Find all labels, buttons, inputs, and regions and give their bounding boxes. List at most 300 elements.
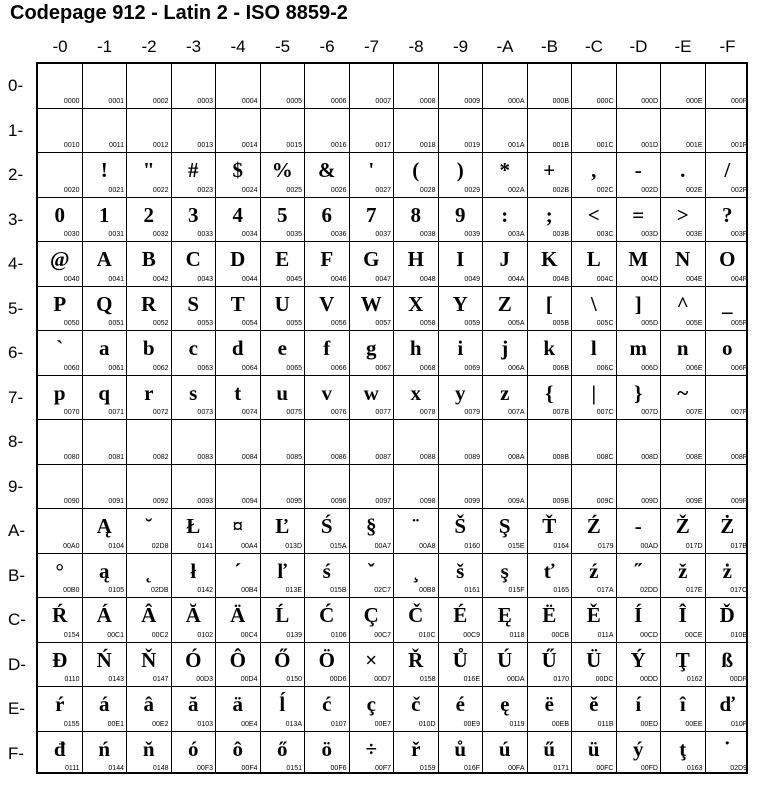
char-glyph: ń: [98, 736, 111, 761]
char-code: 002C: [596, 186, 614, 194]
char-glyph: R: [141, 291, 157, 316]
char-glyph: U: [274, 291, 290, 316]
char-glyph: Ř: [408, 647, 424, 672]
char-glyph: e: [277, 336, 287, 360]
char-cell: [172, 732, 216, 776]
char-glyph: 4: [232, 202, 243, 227]
char-code: 0077: [375, 409, 391, 416]
char-code: 011B: [597, 720, 614, 728]
char-glyph: ŕ: [55, 692, 65, 716]
char-glyph: p: [53, 380, 66, 405]
char-glyph: ,: [591, 158, 597, 182]
char-glyph: ˇ: [367, 558, 375, 583]
char-code: 011A: [597, 631, 614, 639]
char-code: 0010: [63, 142, 80, 149]
char-cell: [483, 242, 527, 286]
char-glyph: ą: [99, 558, 110, 583]
char-code: 0163: [686, 765, 703, 772]
char-cell: [483, 420, 527, 464]
char-code: 0022: [152, 186, 169, 194]
char-code: 00B4: [241, 587, 258, 594]
char-cell: [38, 153, 82, 197]
char-cell: [216, 376, 260, 420]
char-cell: [261, 554, 305, 598]
char-code: 001C: [596, 142, 614, 149]
char-cell: [216, 554, 260, 598]
char-glyph: Ő: [274, 647, 291, 672]
char-glyph: Ľ: [275, 514, 290, 538]
char-code: 0035: [286, 231, 302, 238]
char-code: 00CE: [684, 631, 703, 639]
char-code: 0061: [108, 364, 124, 372]
char-code: 00EB: [551, 720, 569, 728]
char-code: 006E: [686, 364, 703, 372]
char-code: 005F: [731, 320, 747, 327]
char-glyph: N: [675, 247, 691, 271]
char-code: 00C2: [151, 631, 169, 639]
char-code: 010E: [730, 631, 747, 639]
char-code: 00E7: [374, 720, 391, 728]
char-code: 007B: [552, 409, 569, 416]
char-glyph: ü: [587, 736, 600, 761]
char-glyph: ű: [543, 736, 556, 761]
char-cell: [350, 465, 394, 509]
char-glyph: r: [144, 380, 154, 405]
char-code: 005D: [641, 320, 658, 327]
char-glyph: é: [455, 692, 465, 716]
char-code: 0107: [330, 720, 347, 728]
column-header: -F: [719, 37, 736, 56]
char-code: 00A4: [241, 542, 258, 550]
char-code: 0083: [197, 453, 213, 461]
char-glyph: Ě: [586, 603, 601, 627]
char-glyph: B: [141, 247, 156, 271]
char-code: 0119: [509, 720, 525, 728]
row-header: 3-: [8, 209, 24, 229]
char-glyph: ş: [500, 558, 509, 583]
char-cell: [305, 732, 349, 776]
char-cell: [394, 242, 438, 286]
char-code: 00F7: [375, 765, 391, 772]
char-code: 00DD: [640, 676, 658, 683]
char-cell: [572, 198, 616, 242]
char-cell: [172, 331, 216, 375]
char-code: 008E: [686, 453, 703, 461]
char-cell: [439, 687, 483, 731]
char-glyph: }: [634, 380, 643, 405]
char-code: 0179: [597, 542, 614, 550]
char-code: 0072: [152, 409, 169, 416]
char-cell: [617, 687, 661, 731]
char-cell: [172, 109, 216, 153]
char-glyph: |: [591, 380, 597, 405]
char-cell: [706, 331, 750, 375]
char-cell: [706, 732, 750, 776]
char-cell: [528, 109, 572, 153]
char-code: 013D: [285, 542, 302, 550]
char-code: 001F: [731, 142, 747, 149]
char-code: 0037: [375, 231, 391, 238]
char-cell: [216, 465, 260, 509]
char-glyph: i: [457, 336, 464, 360]
char-glyph: o: [722, 336, 733, 360]
char-cell: [305, 420, 349, 464]
char-cell: [127, 598, 171, 642]
char-cell: [617, 598, 661, 642]
char-cell: [661, 420, 705, 464]
char-code: 0039: [464, 231, 480, 238]
char-cell: [172, 153, 216, 197]
char-cell: [83, 153, 127, 197]
char-glyph: ~: [677, 380, 689, 405]
char-code: 0068: [419, 364, 436, 372]
char-glyph: ô: [232, 736, 243, 761]
char-code: 0165: [553, 587, 569, 594]
char-cell: [572, 64, 616, 108]
char-cell: [706, 153, 750, 197]
char-glyph: ^: [676, 291, 689, 316]
char-cell: [439, 64, 483, 108]
char-cell: [305, 465, 349, 509]
row-header: B-: [8, 565, 25, 585]
char-glyph: Č: [408, 603, 424, 627]
char-glyph: 1: [99, 202, 110, 227]
char-cell: [706, 687, 750, 731]
char-cell: [172, 287, 216, 331]
char-cell: [172, 554, 216, 598]
char-glyph: j: [501, 336, 509, 360]
char-cell: [172, 509, 216, 553]
char-code: 008A: [508, 453, 525, 461]
char-glyph: Ż: [720, 514, 735, 538]
char-cell: [350, 376, 394, 420]
char-glyph: ď: [719, 692, 735, 716]
char-cell: [127, 376, 171, 420]
char-glyph: Ź: [586, 514, 601, 538]
char-code: 0008: [419, 97, 436, 105]
char-code: 0103: [197, 720, 213, 728]
char-cell: [483, 376, 527, 420]
char-code: 0047: [375, 275, 391, 283]
char-glyph: Á: [96, 603, 112, 627]
char-code: 005A: [508, 320, 525, 327]
char-cell: [483, 109, 527, 153]
char-cell: [661, 509, 705, 553]
char-cell: [528, 554, 572, 598]
char-cell: [305, 153, 349, 197]
char-glyph: ő: [277, 736, 288, 761]
char-cell: [261, 732, 305, 776]
char-code: 002D: [641, 186, 658, 194]
char-cell: [439, 420, 483, 464]
char-cell: [394, 198, 438, 242]
char-cell: [617, 554, 661, 598]
char-code: 017C: [730, 587, 747, 594]
char-glyph: Z: [497, 291, 512, 316]
char-cell: [439, 287, 483, 331]
char-code: 007C: [596, 409, 614, 416]
char-code: 0023: [197, 186, 213, 194]
char-code: 0054: [241, 320, 258, 327]
char-glyph: Ň: [141, 647, 157, 672]
char-glyph: v: [321, 380, 332, 405]
char-cell: [83, 465, 127, 509]
char-glyph: 6: [321, 202, 332, 227]
char-cell: [350, 509, 394, 553]
char-cell: [528, 509, 572, 553]
char-glyph: ö: [321, 736, 332, 761]
char-code: 0090: [63, 498, 80, 505]
char-glyph: $: [232, 158, 243, 182]
char-glyph: ˛: [145, 558, 153, 583]
codepage-grid: [36, 62, 748, 774]
column-header: -A: [496, 37, 514, 56]
char-glyph: ý: [633, 736, 644, 761]
char-code: 003F: [731, 231, 747, 238]
char-cell: [394, 287, 438, 331]
char-code: 0021: [108, 186, 124, 194]
char-code: 0057: [375, 320, 391, 327]
char-code: 015E: [508, 542, 525, 550]
char-cell: [350, 242, 394, 286]
char-glyph: P: [53, 291, 67, 316]
char-cell: [572, 376, 616, 420]
char-cell: [305, 376, 349, 420]
row-header: 6-: [8, 343, 24, 362]
char-glyph: ţ: [679, 736, 687, 761]
char-glyph: Ů: [452, 647, 468, 672]
char-code: 00DF: [729, 676, 747, 683]
char-glyph: Ć: [319, 603, 335, 627]
char-cell: [572, 687, 616, 731]
char-code: 0079: [464, 409, 480, 416]
char-code: 00F4: [241, 765, 258, 772]
char-code: 0052: [152, 320, 169, 327]
char-code: 0014: [241, 142, 258, 149]
char-glyph: V: [319, 291, 335, 316]
char-cell: [439, 331, 483, 375]
char-glyph: z: [500, 380, 510, 405]
char-glyph: ): [456, 158, 464, 182]
char-code: 0170: [553, 676, 569, 683]
char-code: 0080: [63, 453, 80, 461]
char-cell: [216, 643, 260, 687]
char-cell: [38, 465, 82, 509]
char-code: 02D8: [151, 542, 169, 550]
char-glyph: u: [276, 380, 289, 405]
char-glyph: [: [545, 291, 553, 316]
char-glyph: Î: [678, 603, 687, 627]
char-code: 00FA: [508, 765, 525, 772]
char-cell: [38, 331, 82, 375]
char-code: 00B8: [419, 587, 436, 594]
char-cell: [572, 643, 616, 687]
char-glyph: E: [275, 247, 290, 271]
char-code: 0086: [330, 453, 347, 461]
char-code: 0069: [464, 364, 480, 372]
char-glyph: ĺ: [279, 692, 286, 716]
char-code: 0031: [108, 231, 124, 238]
char-glyph: Â: [141, 603, 157, 627]
char-cell: [261, 331, 305, 375]
char-cell: [305, 242, 349, 286]
char-cell: [127, 643, 171, 687]
char-glyph: ę: [500, 692, 510, 716]
char-code: 0075: [286, 409, 302, 416]
char-cell: [38, 109, 82, 153]
char-cell: [172, 465, 216, 509]
char-code: 001E: [686, 142, 703, 149]
char-glyph: đ: [53, 736, 66, 761]
char-code: 0089: [464, 453, 480, 461]
char-glyph: 9: [455, 202, 466, 227]
char-code: 0020: [63, 186, 80, 194]
char-glyph: Ö: [318, 647, 335, 672]
char-cell: [261, 509, 305, 553]
char-code: 006A: [508, 364, 525, 372]
char-cell: [706, 376, 750, 420]
char-code: 0013: [197, 142, 213, 149]
char-cell: [483, 732, 527, 776]
char-cell: [305, 598, 349, 642]
char-code: 003D: [641, 231, 658, 238]
char-code: 015F: [508, 587, 525, 594]
char-code: 010D: [418, 720, 436, 728]
char-cell: [83, 598, 127, 642]
char-cell: [261, 465, 305, 509]
char-code: 0076: [330, 409, 347, 416]
char-code: 0044: [241, 275, 258, 283]
char-glyph: í: [635, 692, 642, 716]
char-cell: [261, 153, 305, 197]
char-cell: [216, 153, 260, 197]
char-cell: [706, 554, 750, 598]
char-glyph: T: [230, 291, 245, 316]
char-glyph: Q: [96, 291, 113, 316]
char-glyph: Ą: [96, 514, 112, 538]
char-glyph: î: [679, 692, 686, 716]
char-glyph: f: [323, 336, 331, 360]
char-cell: [127, 287, 171, 331]
row-header: D-: [8, 654, 26, 674]
char-glyph: 7: [366, 202, 377, 227]
char-glyph: Ý: [630, 647, 646, 672]
char-code: 0005: [286, 97, 302, 105]
char-code: 0055: [286, 320, 302, 327]
char-cell: [617, 420, 661, 464]
char-cell: [305, 109, 349, 153]
char-glyph: ł: [190, 558, 197, 583]
char-code: 000A: [508, 97, 525, 105]
char-cell: [261, 376, 305, 420]
char-cell: [572, 331, 616, 375]
char-code: 0084: [241, 453, 258, 461]
char-code: 010C: [418, 631, 436, 639]
char-cell: [261, 242, 305, 286]
char-glyph: ż: [722, 558, 732, 583]
char-code: 0064: [241, 364, 258, 372]
char-cell: [38, 509, 82, 553]
char-glyph: m: [629, 336, 647, 360]
char-code: 004C: [596, 275, 614, 283]
char-code: 0139: [286, 631, 302, 639]
char-code: 0062: [152, 364, 169, 372]
char-cell: [83, 109, 127, 153]
char-code: 0074: [241, 409, 258, 416]
row-header: C-: [8, 610, 26, 629]
char-glyph: O: [719, 247, 736, 271]
char-code: 00E4: [241, 720, 258, 728]
char-glyph: w: [363, 380, 379, 405]
char-code: 003B: [552, 231, 569, 238]
char-cell: [83, 242, 127, 286]
char-cell: [172, 64, 216, 108]
char-code: 0162: [686, 676, 703, 683]
char-glyph: ": [142, 158, 155, 182]
char-code: 0082: [152, 453, 169, 461]
char-cell: [127, 198, 171, 242]
char-code: 0063: [197, 364, 213, 372]
char-cell: [706, 509, 750, 553]
char-cell: [394, 643, 438, 687]
char-code: 0143: [108, 676, 124, 683]
char-cell: [661, 153, 705, 197]
char-cell: [528, 687, 572, 731]
column-header: -6: [319, 37, 335, 56]
char-code: 0059: [464, 320, 480, 327]
char-cell: [261, 64, 305, 108]
char-cell: [617, 732, 661, 776]
char-code: 00E1: [107, 720, 124, 728]
row-header: 0-: [8, 76, 24, 95]
char-glyph: D: [230, 247, 246, 271]
char-cell: [572, 287, 616, 331]
char-cell: [216, 287, 260, 331]
char-glyph: 5: [277, 202, 288, 227]
char-glyph: ;: [545, 202, 553, 227]
char-code: 00C4: [240, 631, 258, 639]
char-cell: [661, 287, 705, 331]
char-code: 000C: [596, 97, 614, 105]
char-glyph: ľ: [277, 558, 288, 583]
char-cell: [483, 331, 527, 375]
char-code: 0154: [63, 631, 80, 639]
char-code: 004F: [731, 275, 747, 283]
char-cell: [706, 643, 750, 687]
char-cell: [350, 643, 394, 687]
char-glyph: -: [634, 158, 642, 182]
char-cell: [572, 554, 616, 598]
char-glyph: Đ: [52, 647, 68, 672]
char-code: 009A: [508, 498, 525, 505]
char-code: 007E: [686, 409, 703, 416]
char-cell: [261, 109, 305, 153]
char-code: 0046: [330, 275, 347, 283]
char-cell: [127, 331, 171, 375]
column-header: -4: [230, 37, 246, 56]
char-cell: [216, 687, 260, 731]
char-cell: [38, 598, 82, 642]
char-glyph: Ś: [320, 514, 333, 538]
char-glyph: ?: [722, 202, 733, 227]
char-glyph: @: [49, 247, 70, 271]
char-code: 0041: [108, 275, 124, 283]
char-code: 009E: [686, 498, 703, 505]
char-cell: [216, 198, 260, 242]
char-cell: [661, 376, 705, 420]
char-glyph: ć: [322, 692, 332, 716]
char-cell: [528, 465, 572, 509]
